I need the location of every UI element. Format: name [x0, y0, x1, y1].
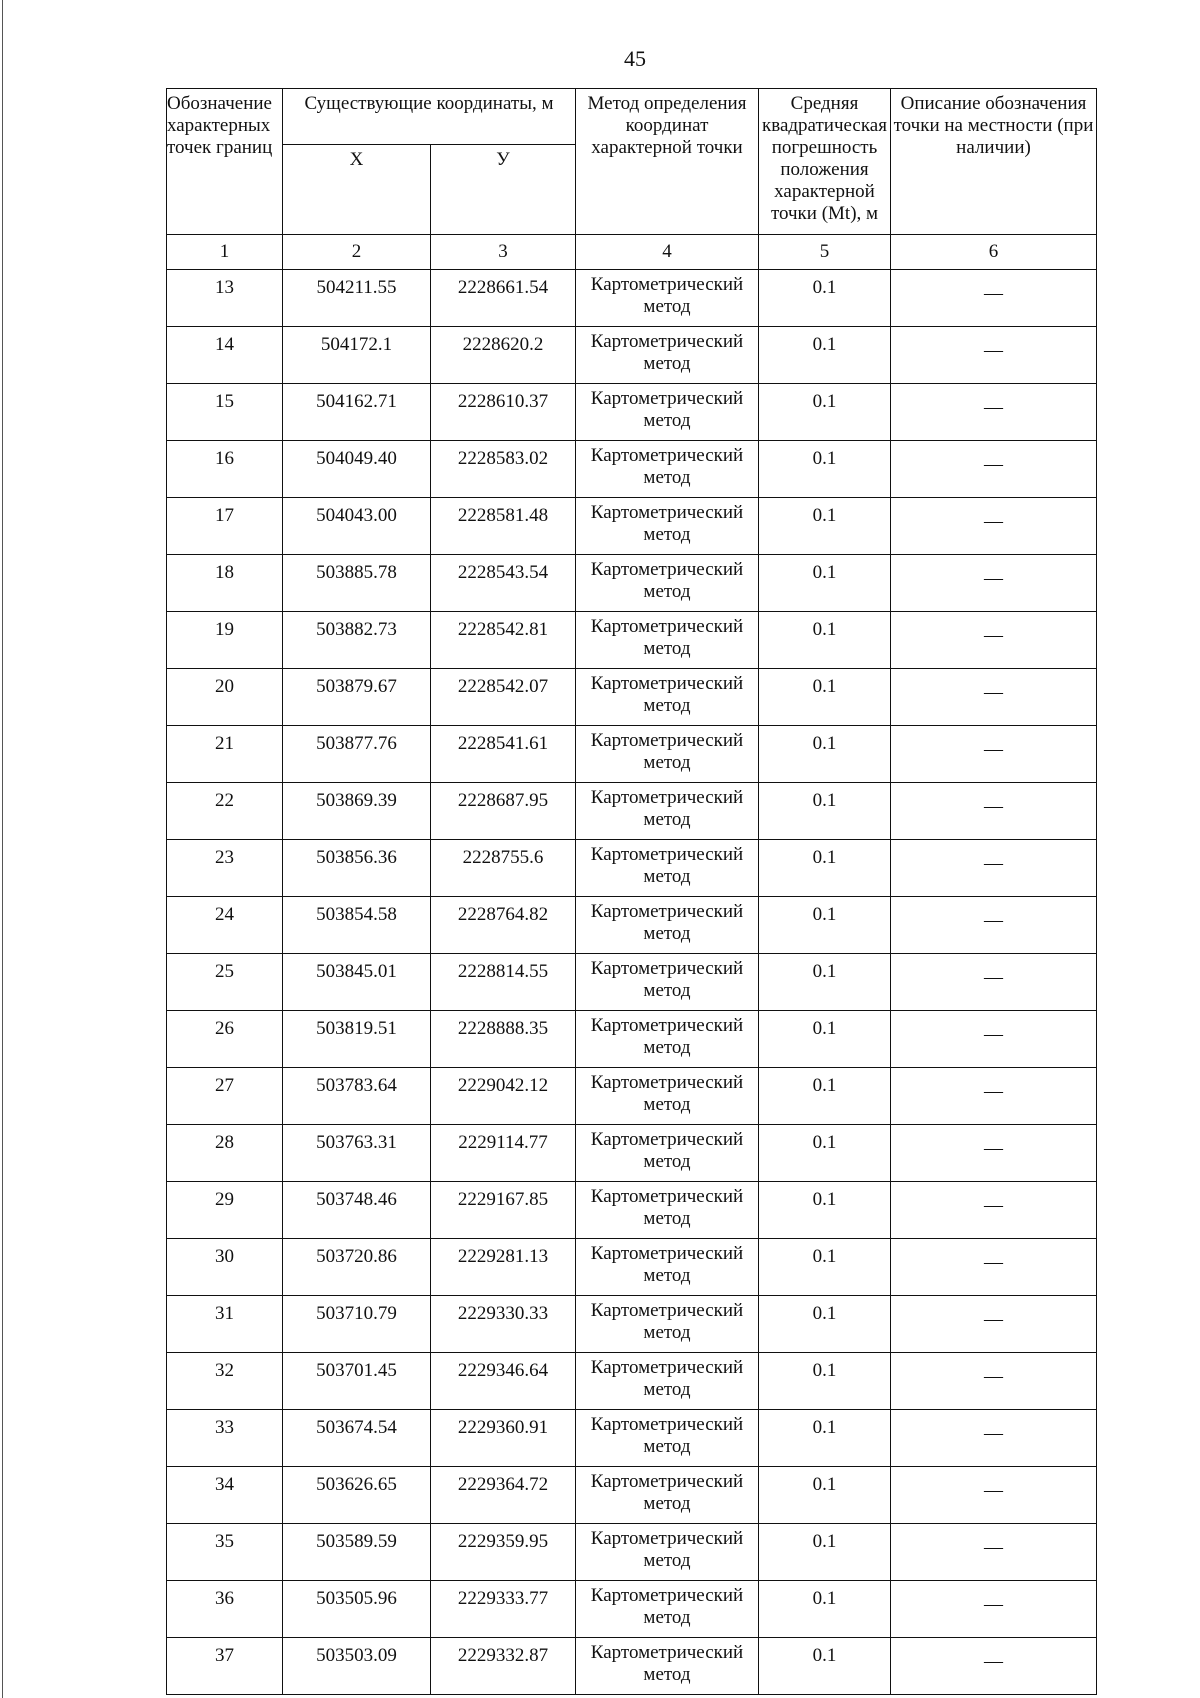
point-number-cell: 33	[167, 1410, 283, 1467]
header-point-designation: Обозначение характерных точек границ	[167, 89, 283, 235]
description-cell	[891, 669, 1097, 726]
mean-square-error-cell: 0.1	[759, 1581, 891, 1638]
method-cell	[576, 555, 759, 612]
column-number: 4	[576, 235, 759, 270]
mean-square-error-cell: 0.1	[759, 498, 891, 555]
coordinate-y-cell: 2228764.82	[431, 897, 576, 954]
method-cell	[576, 1524, 759, 1581]
table-row	[167, 270, 1097, 327]
coordinate-y-cell: 2228542.81	[431, 612, 576, 669]
coordinate-x-cell: 503854.58	[283, 897, 431, 954]
mean-square-error-cell: 0.1	[759, 669, 891, 726]
coordinate-y-cell: 2229359.95	[431, 1524, 576, 1581]
mean-square-error-cell: 0.1	[759, 1011, 891, 1068]
column-number: 5	[759, 235, 891, 270]
method-text-line2: метод	[643, 1151, 691, 1172]
description-dash: —	[984, 1480, 1003, 1501]
table-row	[167, 669, 1097, 726]
table-row	[167, 1353, 1097, 1410]
method-cell	[576, 1638, 759, 1695]
point-number-cell: 35	[167, 1524, 283, 1581]
method-text-line2: метод	[643, 1037, 691, 1058]
method-text-line1: Картометрический	[590, 1357, 744, 1378]
coordinate-x-cell: 503845.01	[283, 954, 431, 1011]
method-cell	[576, 1068, 759, 1125]
coordinate-y-cell: 2228888.35	[431, 1011, 576, 1068]
coordinate-y-cell: 2229332.87	[431, 1638, 576, 1695]
coordinate-x-cell: 503589.59	[283, 1524, 431, 1581]
description-dash: —	[984, 910, 1003, 931]
mean-square-error-cell: 0.1	[759, 1125, 891, 1182]
point-number-cell: 17	[167, 498, 283, 555]
method-text-line1: Картометрический	[590, 1528, 744, 1549]
description-dash: —	[984, 967, 1003, 988]
mean-square-error-cell: 0.1	[759, 441, 891, 498]
coordinate-y-cell: 2229360.91	[431, 1410, 576, 1467]
method-text-line2: метод	[643, 1607, 691, 1628]
table-row	[167, 1467, 1097, 1524]
table-row	[167, 441, 1097, 498]
table-row	[167, 726, 1097, 783]
coordinate-y-cell: 2228543.54	[431, 555, 576, 612]
method-cell	[576, 1011, 759, 1068]
header-existing-coordinates: Существующие координаты, м	[283, 89, 576, 145]
description-cell	[891, 555, 1097, 612]
method-text-line2: метод	[643, 524, 691, 545]
method-text-line1: Картометрический	[590, 1186, 744, 1207]
coordinate-y-cell: 2228687.95	[431, 783, 576, 840]
description-cell	[891, 1581, 1097, 1638]
mean-square-error-cell: 0.1	[759, 270, 891, 327]
coordinate-x-cell: 503505.96	[283, 1581, 431, 1638]
description-cell	[891, 726, 1097, 783]
description-cell	[891, 270, 1097, 327]
table-row	[167, 612, 1097, 669]
coordinate-x-cell: 503720.86	[283, 1239, 431, 1296]
table-row	[167, 327, 1097, 384]
method-cell	[576, 327, 759, 384]
description-dash: —	[984, 682, 1003, 703]
coordinate-x-cell: 504043.00	[283, 498, 431, 555]
method-cell	[576, 441, 759, 498]
method-text-line1: Картометрический	[590, 1129, 744, 1150]
method-text-line2: метод	[643, 809, 691, 830]
method-text-line2: метод	[643, 638, 691, 659]
coordinate-x-cell: 503783.64	[283, 1068, 431, 1125]
method-text-line1: Картометрический	[590, 445, 744, 466]
method-text-line2: метод	[643, 1094, 691, 1115]
description-cell	[891, 612, 1097, 669]
coordinate-x-cell: 504172.1	[283, 327, 431, 384]
method-text-line1: Картометрический	[590, 616, 744, 637]
description-dash: —	[984, 1309, 1003, 1330]
method-text-line1: Картометрический	[590, 958, 744, 979]
method-cell	[576, 1182, 759, 1239]
table-row	[167, 783, 1097, 840]
coordinate-y-cell: 2228620.2	[431, 327, 576, 384]
description-cell	[891, 384, 1097, 441]
description-dash: —	[984, 511, 1003, 532]
method-text-line1: Картометрический	[590, 1243, 744, 1264]
method-cell	[576, 783, 759, 840]
point-number-cell: 28	[167, 1125, 283, 1182]
table-row	[167, 1410, 1097, 1467]
table-row	[167, 1638, 1097, 1695]
coordinate-y-cell: 2229364.72	[431, 1467, 576, 1524]
column-number-row	[167, 235, 1097, 270]
table-row	[167, 897, 1097, 954]
column-number: 6	[891, 235, 1097, 270]
description-cell	[891, 783, 1097, 840]
method-text-line2: метод	[643, 353, 691, 374]
description-cell	[891, 840, 1097, 897]
table-row	[167, 1581, 1097, 1638]
method-text-line2: метод	[643, 581, 691, 602]
method-cell	[576, 498, 759, 555]
method-cell	[576, 897, 759, 954]
description-cell	[891, 498, 1097, 555]
method-text-line2: метод	[643, 923, 691, 944]
description-cell	[891, 1239, 1097, 1296]
coordinate-y-cell: 2228583.02	[431, 441, 576, 498]
description-dash: —	[984, 1024, 1003, 1045]
method-text-line2: метод	[643, 1550, 691, 1571]
mean-square-error-cell: 0.1	[759, 1638, 891, 1695]
table-row	[167, 1182, 1097, 1239]
method-text-line1: Картометрический	[590, 274, 744, 295]
method-cell	[576, 669, 759, 726]
mean-square-error-cell: 0.1	[759, 954, 891, 1011]
table-row	[167, 1296, 1097, 1353]
point-number-cell: 18	[167, 555, 283, 612]
method-text-line2: метод	[643, 1208, 691, 1229]
table-row	[167, 1125, 1097, 1182]
header-y: У	[431, 145, 576, 235]
method-text-line2: метод	[643, 1265, 691, 1286]
description-dash: —	[984, 1252, 1003, 1273]
method-text-line1: Картометрический	[590, 388, 744, 409]
method-cell	[576, 954, 759, 1011]
table-row	[167, 555, 1097, 612]
description-cell	[891, 1068, 1097, 1125]
mean-square-error-cell: 0.1	[759, 1182, 891, 1239]
mean-square-error-cell: 0.1	[759, 384, 891, 441]
description-dash: —	[984, 1366, 1003, 1387]
description-dash: —	[984, 739, 1003, 760]
point-number-cell: 26	[167, 1011, 283, 1068]
point-number-cell: 20	[167, 669, 283, 726]
description-dash: —	[984, 568, 1003, 589]
description-dash: —	[984, 1195, 1003, 1216]
description-cell	[891, 1296, 1097, 1353]
coordinate-x-cell: 503856.36	[283, 840, 431, 897]
description-dash: —	[984, 1138, 1003, 1159]
method-text-line2: метод	[643, 467, 691, 488]
description-cell	[891, 897, 1097, 954]
method-cell	[576, 1239, 759, 1296]
coordinate-y-cell: 2228755.6	[431, 840, 576, 897]
method-text-line1: Картометрический	[590, 1015, 744, 1036]
method-cell	[576, 1467, 759, 1524]
point-number-cell: 24	[167, 897, 283, 954]
description-dash: —	[984, 796, 1003, 817]
method-text-line1: Картометрический	[590, 502, 744, 523]
point-number-cell: 32	[167, 1353, 283, 1410]
point-number-cell: 15	[167, 384, 283, 441]
method-text-line1: Картометрический	[590, 1585, 744, 1606]
point-number-cell: 36	[167, 1581, 283, 1638]
coordinate-x-cell: 503877.76	[283, 726, 431, 783]
method-text-line1: Картометрический	[590, 1471, 744, 1492]
description-cell	[891, 1125, 1097, 1182]
method-text-line1: Картометрический	[590, 1072, 744, 1093]
mean-square-error-cell: 0.1	[759, 726, 891, 783]
method-cell	[576, 1353, 759, 1410]
mean-square-error-cell: 0.1	[759, 612, 891, 669]
method-text-line2: метод	[643, 1436, 691, 1457]
method-text-line2: метод	[643, 296, 691, 317]
description-dash: —	[984, 1537, 1003, 1558]
mean-square-error-cell: 0.1	[759, 1068, 891, 1125]
point-number-cell: 29	[167, 1182, 283, 1239]
coordinate-y-cell: 2229330.33	[431, 1296, 576, 1353]
table-body	[167, 270, 1097, 1695]
method-cell	[576, 1410, 759, 1467]
method-cell	[576, 726, 759, 783]
description-cell	[891, 1410, 1097, 1467]
point-number-cell: 23	[167, 840, 283, 897]
description-cell	[891, 954, 1097, 1011]
coordinate-x-cell: 503674.54	[283, 1410, 431, 1467]
description-dash: —	[984, 454, 1003, 475]
mean-square-error-cell: 0.1	[759, 1410, 891, 1467]
method-cell	[576, 1125, 759, 1182]
coordinate-x-cell: 503626.65	[283, 1467, 431, 1524]
method-text-line2: метод	[643, 695, 691, 716]
coordinate-x-cell: 504162.71	[283, 384, 431, 441]
point-number-cell: 14	[167, 327, 283, 384]
header-row-top	[167, 89, 1097, 145]
description-cell	[891, 1182, 1097, 1239]
point-number-cell: 19	[167, 612, 283, 669]
description-dash: —	[984, 283, 1003, 304]
coordinate-x-cell: 503748.46	[283, 1182, 431, 1239]
column-number: 2	[283, 235, 431, 270]
method-cell	[576, 384, 759, 441]
description-dash: —	[984, 1651, 1003, 1672]
table-row	[167, 1068, 1097, 1125]
mean-square-error-cell: 0.1	[759, 840, 891, 897]
description-dash: —	[984, 1423, 1003, 1444]
coordinate-y-cell: 2228581.48	[431, 498, 576, 555]
method-cell	[576, 840, 759, 897]
coordinate-y-cell: 2228661.54	[431, 270, 576, 327]
method-text-line1: Картометрический	[590, 1642, 744, 1663]
method-cell	[576, 1296, 759, 1353]
column-number: 1	[167, 235, 283, 270]
coordinate-y-cell: 2229167.85	[431, 1182, 576, 1239]
coordinate-x-cell: 503710.79	[283, 1296, 431, 1353]
point-number-cell: 37	[167, 1638, 283, 1695]
method-text-line2: метод	[643, 1322, 691, 1343]
table-row	[167, 1524, 1097, 1581]
header-method: Метод определения координат характерной точки	[576, 89, 759, 235]
coordinate-y-cell: 2229281.13	[431, 1239, 576, 1296]
coordinate-x-cell: 504049.40	[283, 441, 431, 498]
mean-square-error-cell: 0.1	[759, 327, 891, 384]
column-number: 3	[431, 235, 576, 270]
coordinate-x-cell: 503701.45	[283, 1353, 431, 1410]
description-dash: —	[984, 625, 1003, 646]
description-cell	[891, 1524, 1097, 1581]
point-number-cell: 16	[167, 441, 283, 498]
method-text-line2: метод	[643, 752, 691, 773]
coordinate-x-cell: 503882.73	[283, 612, 431, 669]
coordinate-x-cell: 504211.55	[283, 270, 431, 327]
method-text-line1: Картометрический	[590, 1414, 744, 1435]
method-text-line1: Картометрический	[590, 787, 744, 808]
point-number-cell: 31	[167, 1296, 283, 1353]
mean-square-error-cell: 0.1	[759, 555, 891, 612]
coordinate-x-cell: 503869.39	[283, 783, 431, 840]
description-cell	[891, 1011, 1097, 1068]
point-number-cell: 22	[167, 783, 283, 840]
table-row	[167, 384, 1097, 441]
header-description: Описание обозначения точки на местности (при наличии)	[891, 89, 1097, 235]
header-x: X	[283, 145, 431, 235]
point-number-cell: 25	[167, 954, 283, 1011]
point-number-cell: 27	[167, 1068, 283, 1125]
table-row	[167, 1239, 1097, 1296]
mean-square-error-cell: 0.1	[759, 1353, 891, 1410]
coordinate-y-cell: 2229333.77	[431, 1581, 576, 1638]
mean-square-error-cell: 0.1	[759, 1239, 891, 1296]
description-cell	[891, 327, 1097, 384]
mean-square-error-cell: 0.1	[759, 1296, 891, 1353]
method-text-line1: Картометрический	[590, 559, 744, 580]
method-text-line1: Картометрический	[590, 1300, 744, 1321]
mean-square-error-cell: 0.1	[759, 1467, 891, 1524]
table-row	[167, 498, 1097, 555]
description-dash: —	[984, 1081, 1003, 1102]
coordinate-x-cell: 503503.09	[283, 1638, 431, 1695]
page-number: 45	[624, 46, 646, 71]
coordinate-y-cell: 2229114.77	[431, 1125, 576, 1182]
coordinate-y-cell: 2228610.37	[431, 384, 576, 441]
method-text-line1: Картометрический	[590, 901, 744, 922]
point-number-cell: 34	[167, 1467, 283, 1524]
table-row	[167, 954, 1097, 1011]
method-text-line2: метод	[643, 1379, 691, 1400]
method-cell	[576, 270, 759, 327]
point-number-cell: 13	[167, 270, 283, 327]
description-cell	[891, 1353, 1097, 1410]
point-number-cell: 30	[167, 1239, 283, 1296]
coordinate-y-cell: 2228814.55	[431, 954, 576, 1011]
coordinate-y-cell: 2229346.64	[431, 1353, 576, 1410]
coordinate-x-cell: 503879.67	[283, 669, 431, 726]
coordinate-y-cell: 2228542.07	[431, 669, 576, 726]
method-text-line2: метод	[643, 1664, 691, 1685]
coordinate-x-cell: 503885.78	[283, 555, 431, 612]
method-text-line2: метод	[643, 980, 691, 1001]
method-cell	[576, 612, 759, 669]
mean-square-error-cell: 0.1	[759, 1524, 891, 1581]
point-number-cell: 21	[167, 726, 283, 783]
method-cell	[576, 1581, 759, 1638]
method-text-line2: метод	[643, 410, 691, 431]
page-edge-line	[2, 0, 3, 1698]
description-cell	[891, 1638, 1097, 1695]
method-text-line2: метод	[643, 1493, 691, 1514]
mean-square-error-cell: 0.1	[759, 897, 891, 954]
table-row	[167, 1011, 1097, 1068]
table-row	[167, 840, 1097, 897]
coordinate-y-cell: 2228541.61	[431, 726, 576, 783]
description-cell	[891, 441, 1097, 498]
coordinate-x-cell: 503819.51	[283, 1011, 431, 1068]
coordinates-table	[166, 88, 1097, 1695]
description-cell	[891, 1467, 1097, 1524]
mean-square-error-cell: 0.1	[759, 783, 891, 840]
header-mean-square-error: Средняя квадратическая погрешность положения характерной точки (Mt), м	[759, 89, 891, 235]
coordinate-x-cell: 503763.31	[283, 1125, 431, 1182]
description-dash: —	[984, 853, 1003, 874]
method-text-line2: метод	[643, 866, 691, 887]
method-text-line1: Картометрический	[590, 673, 744, 694]
description-dash: —	[984, 1594, 1003, 1615]
coordinate-y-cell: 2229042.12	[431, 1068, 576, 1125]
method-text-line1: Картометрический	[590, 331, 744, 352]
method-text-line1: Картометрический	[590, 730, 744, 751]
description-dash: —	[984, 397, 1003, 418]
method-text-line1: Картометрический	[590, 844, 744, 865]
description-dash: —	[984, 340, 1003, 361]
